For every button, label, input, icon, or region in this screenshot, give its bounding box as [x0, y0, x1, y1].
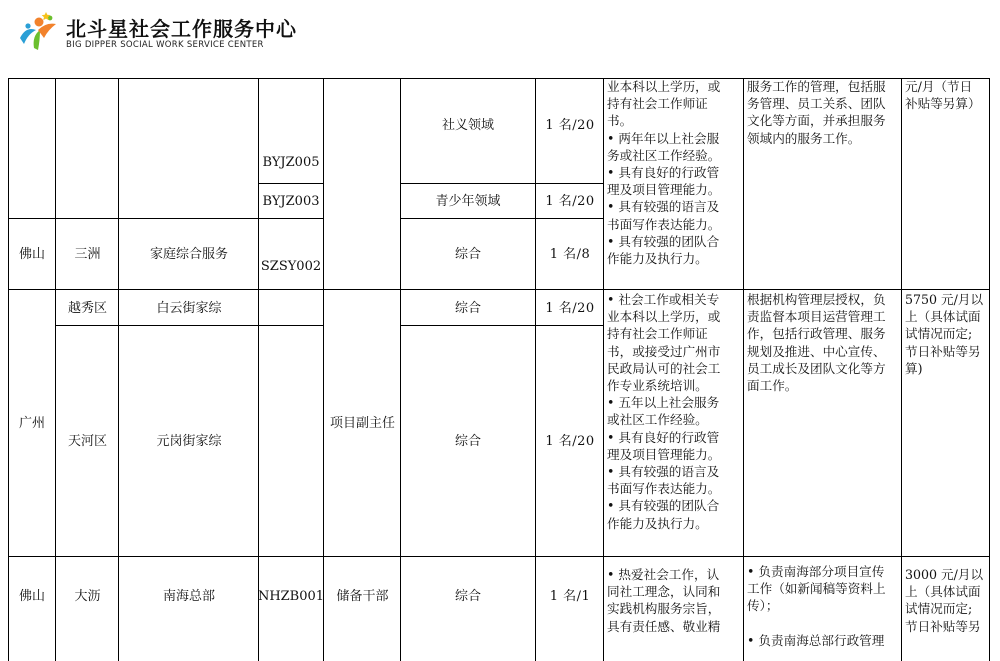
requirement-line: 书面写作表达能力。 — [607, 216, 721, 232]
requirement-line: 业本科以上学历，或 — [607, 309, 721, 325]
district-cell: 三洲 — [74, 246, 101, 262]
requirements-cell — [604, 290, 744, 557]
organization-cell: 家庭综合服务 — [149, 246, 228, 262]
duty-line: • 负责南海总部行政管理 — [747, 632, 885, 648]
requirement-line: 或社区工作经验。 — [607, 412, 708, 428]
requirement-line: 作能力及执行力。 — [607, 251, 708, 267]
page-header — [0, 0, 1000, 70]
city-cell: 广州 — [18, 416, 45, 431]
duty-line: 务管理、员工关系、团队 — [747, 96, 886, 112]
headcount-cell: 1 名/8 — [549, 246, 591, 262]
requirement-line: 书。 — [607, 113, 633, 129]
salary-line: 补贴等另算） — [905, 96, 981, 112]
requirement-line: 持有社会工作师证 — [607, 96, 708, 112]
duty-line: 文化等方面，并承担服务 — [747, 113, 886, 129]
job-code-cell: BYJZ005 — [262, 154, 320, 170]
headcount-cell: 1 名/20 — [545, 194, 595, 209]
salary-line: 5750 元/月以 — [905, 292, 984, 307]
job-table — [8, 78, 990, 661]
field-cell: 青少年领域 — [435, 194, 501, 209]
requirement-line: • 具有较强的语言及 — [607, 199, 720, 215]
requirement-line: 作能力及执行力。 — [607, 515, 708, 531]
requirement-line: 书面写作表达能力。 — [607, 481, 721, 497]
district-cell: 大沥 — [74, 588, 101, 604]
salary-cell — [902, 557, 990, 661]
duty-line: 传）； — [747, 598, 779, 614]
headcount-cell: 1 名/1 — [549, 588, 591, 604]
duty-line: 工作（如新闻稿等资料上 — [747, 581, 886, 597]
city-cell: 佛山 — [18, 588, 45, 604]
organization-name-cn: 北斗星社会工作服务中心 — [66, 17, 297, 41]
requirement-line: • 社会工作或相关专 — [607, 292, 720, 307]
requirement-line: 理及项目管理能力。 — [607, 446, 721, 462]
job-code-cell: BYJZ003 — [262, 194, 320, 209]
requirement-line: • 具有良好的行政管 — [607, 429, 720, 445]
requirements-cell — [604, 557, 744, 661]
duty-line: 责监督本项目运营管理工 — [747, 309, 886, 325]
duty-line: 规划及推进、中心宣传、 — [747, 343, 886, 359]
requirement-line: 书，或接受过广州市 — [607, 343, 721, 359]
duty-line: 员工成长及团队文化等方 — [747, 360, 886, 376]
requirement-line: • 热爱社会工作，认 — [607, 567, 720, 582]
requirements-cell — [604, 78, 744, 289]
organization-cell: 白云街家综 — [156, 300, 222, 316]
position-cell: 储备干部 — [336, 588, 389, 604]
requirement-line: 务或社区工作经验。 — [607, 147, 721, 163]
requirement-line: 民政局认可的社会工 — [607, 360, 721, 376]
field-cell: 综合 — [454, 588, 481, 604]
duty-line: • 负责南海部分项目宣传 — [747, 564, 885, 579]
requirement-line: 实践机构服务宗旨， — [607, 601, 721, 617]
salary-cell — [902, 78, 990, 289]
city-cell: 佛山 — [18, 246, 45, 262]
salary-line: 3000 元/月以 — [905, 567, 984, 582]
duty-line: 根据机构管理层授权，负 — [747, 292, 886, 307]
requirement-line: 业本科以上学历，或 — [607, 79, 721, 94]
requirement-line: • 五年以上社会服务 — [607, 395, 720, 411]
salary-cell — [902, 290, 990, 557]
salary-line: 元/月（节日 — [905, 79, 973, 94]
duties-cell — [744, 78, 902, 289]
field-cell: 综合 — [454, 300, 481, 316]
district-cell: 天河区 — [67, 434, 107, 449]
requirement-line: 同社工理念，认同和 — [607, 584, 721, 600]
headcount-cell: 1 名/20 — [545, 117, 595, 133]
organization-cell: 元岗街家综 — [156, 434, 222, 449]
requirement-line: 具有责任感、敬业精 — [607, 618, 721, 634]
salary-line: 上（具体试面 — [905, 584, 981, 600]
organization-name-en: BIG DIPPER SOCIAL WORK SERVICE CENTER — [66, 40, 264, 50]
field-cell: 社义领域 — [441, 117, 494, 133]
duty-line: 面工作。 — [747, 378, 798, 394]
requirement-line: 理及项目管理能力。 — [607, 182, 721, 198]
requirement-line: 持有社会工作师证 — [607, 326, 708, 342]
requirement-line: • 具有较强的团队合 — [607, 498, 720, 514]
duties-cell — [744, 290, 902, 557]
job-code-cell: SZSY002 — [260, 258, 322, 274]
duty-line: 领域内的服务工作。 — [747, 130, 861, 146]
field-cell: 综合 — [454, 246, 481, 262]
salary-line: 算) — [905, 360, 923, 376]
requirement-line: • 具有良好的行政管 — [607, 165, 720, 181]
duties-cell — [744, 557, 902, 661]
headcount-cell: 1 名/20 — [545, 300, 595, 316]
salary-line: 试情况而定; — [905, 326, 973, 342]
field-cell: 综合 — [454, 434, 481, 449]
big-dipper-logo-icon — [14, 8, 60, 52]
headcount-cell: 1 名/20 — [545, 434, 595, 449]
duty-line: 服务工作的管理，包括服 — [747, 79, 886, 94]
salary-line: 节日补贴等另 — [905, 343, 981, 359]
job-code-cell: NHZB001 — [258, 588, 324, 604]
duty-line: 作，包括行政管理、服务 — [747, 326, 886, 342]
salary-line: 上（具体试面 — [905, 309, 981, 325]
salary-line: 试情况而定; — [905, 601, 973, 617]
district-cell: 越秀区 — [67, 300, 107, 316]
position-cell: 项目副主任 — [329, 416, 395, 431]
requirement-line: • 具有较强的语言及 — [607, 464, 720, 480]
requirement-line: • 具有较强的团队合 — [607, 233, 720, 249]
requirement-line: • 两年年以上社会服 — [607, 130, 720, 146]
organization-cell: 南海总部 — [162, 588, 215, 604]
requirement-line: 作专业系统培训。 — [607, 378, 708, 394]
duty-line — [747, 615, 900, 632]
salary-line: 节日补贴等另 — [905, 618, 981, 634]
